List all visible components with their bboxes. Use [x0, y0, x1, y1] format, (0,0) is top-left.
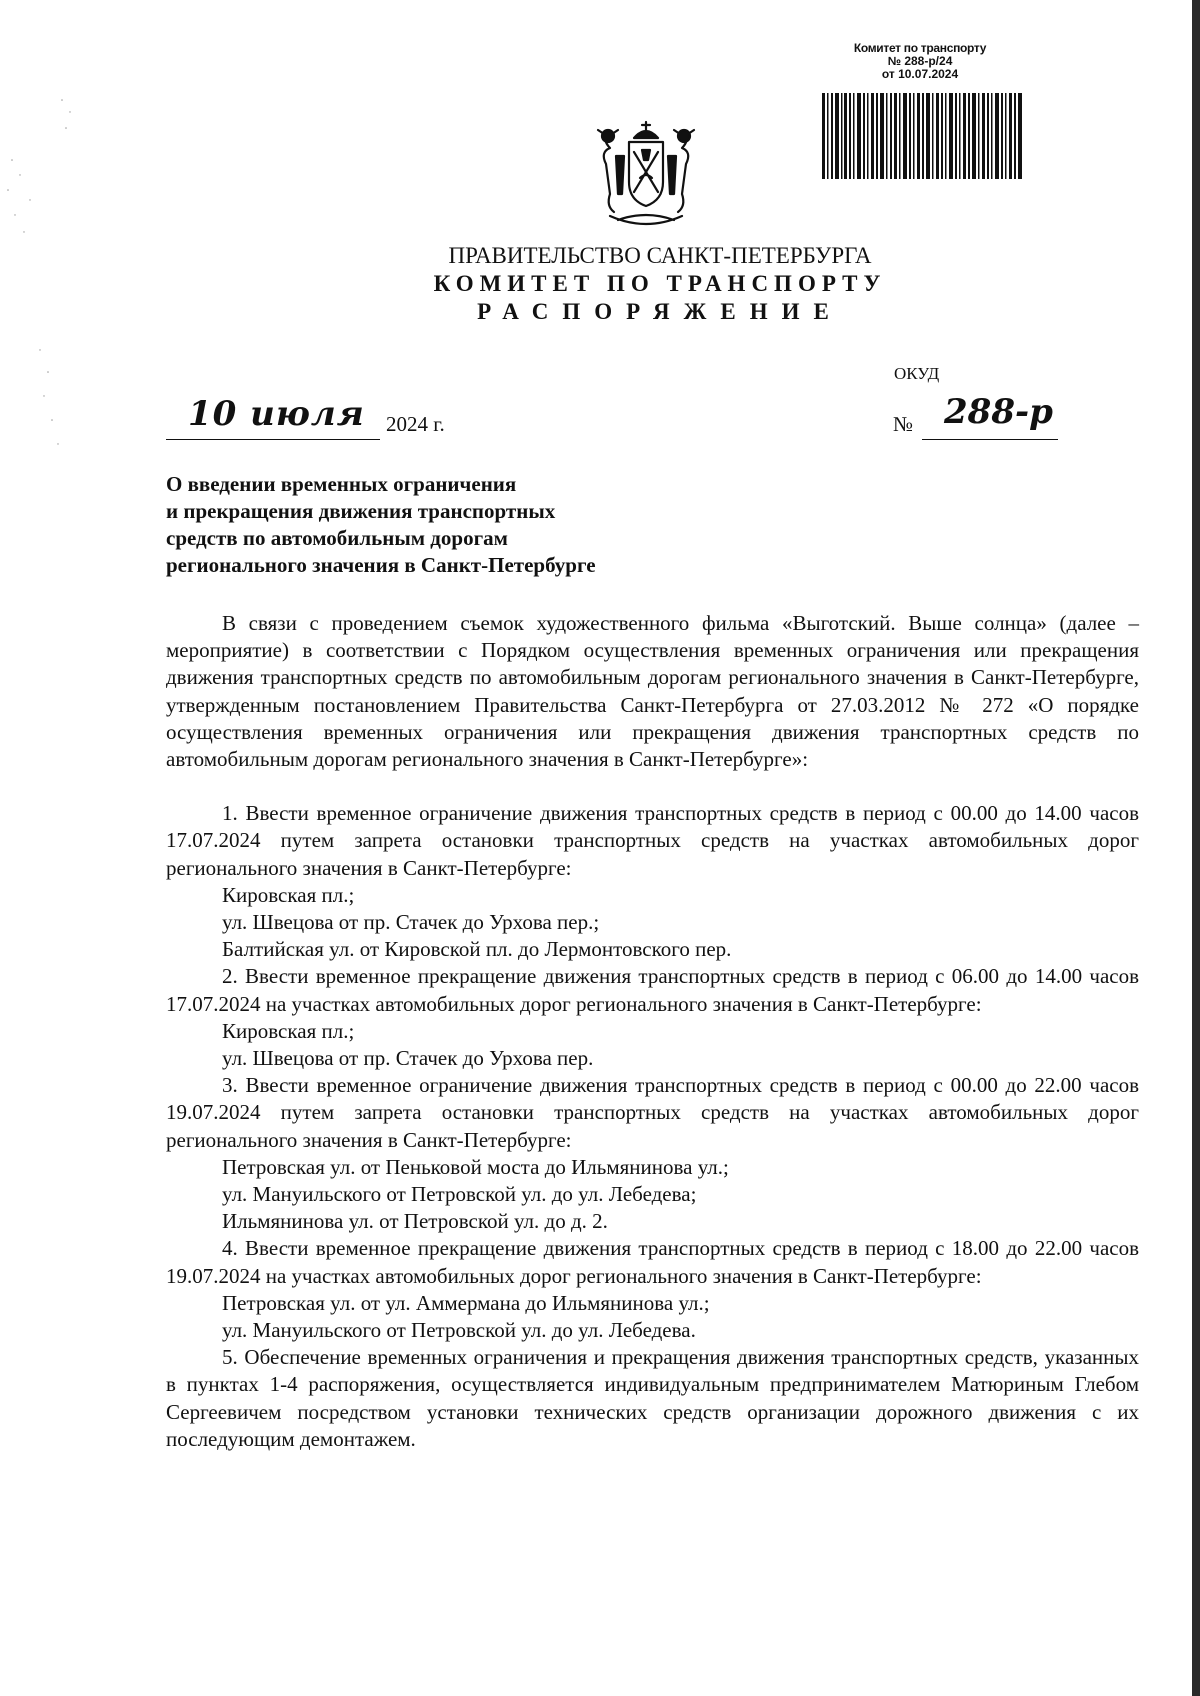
subject-line: средств по автомобильным дорогам	[166, 526, 508, 550]
road-section: ул. Мануильского от Петровской ул. до ул. Лебедева;	[222, 1182, 697, 1207]
road-section: ул. Швецова от пр. Стачек до Урхова пер.	[222, 1046, 594, 1071]
subject-line: и прекращения движения транспортных	[166, 499, 556, 523]
government-title: ПРАВИТЕЛЬСТВО САНКТ-ПЕТЕРБУРГА	[448, 243, 872, 268]
coat-of-arms-emblem	[596, 120, 696, 232]
date-handwritten: 10 июля	[188, 394, 365, 434]
road-section: Кировская пл.;	[222, 1018, 355, 1043]
subject-line: О введении временных ограничения	[166, 472, 517, 496]
barcode	[820, 93, 1025, 179]
number-label: №	[893, 412, 914, 436]
item-paragraph: 2. Ввести временное прекращение движения транспортных средств в период с 06.00 до 14.00 часов 17.07.2024 на участках автомобильных дорог регионального значения в Санкт-Петербурге:	[166, 964, 1139, 1016]
road-section: Кировская пл.;	[222, 882, 355, 907]
okud-label: ОКУД	[894, 364, 940, 383]
road-section: Петровская ул. от ул. Аммермана до Ильмянинова ул.;	[222, 1290, 710, 1315]
document-subject	[166, 471, 726, 579]
scan-edge	[1192, 0, 1200, 1696]
number-handwritten: 288-р	[944, 392, 1053, 432]
road-section: Ильмянинова ул. от Петровской ул. до д. 2.	[222, 1209, 608, 1234]
registration-stamp	[820, 42, 1020, 81]
document-header	[300, 242, 1020, 326]
paragraph-gap	[166, 773, 1139, 800]
document-type: РАСПОРЯЖЕНИЕ	[477, 299, 843, 324]
scan-noise	[0, 0, 90, 480]
road-section: Балтийская ул. от Кировской пл. до Лермонтовского пер.	[222, 937, 732, 962]
subject-line: регионального значения в Санкт-Петербурге	[166, 553, 596, 577]
road-section: ул. Мануильского от Петровской ул. до ул. Лебедева.	[222, 1318, 696, 1343]
stamp-number: № 288-р/24	[887, 54, 953, 68]
item-paragraph: 4. Ввести временное прекращение движения транспортных средств в период с 18.00 до 22.00 часов 19.07.2024 на участках автомобильных дорог регионального значения в Санкт-Петербурге:	[166, 1236, 1139, 1288]
document-body	[166, 610, 1139, 1453]
item-paragraph: 5. Обеспечение временных ограничения и прекращения движения транспортных средств, указанных в пунктах 1-4 распоряжения, осуществляется индивидуальным предпринимателем Матюриным Глебом Сергеевичем посредством установки технических средств организации дорожного движения с их последующим демонтажем.	[166, 1345, 1139, 1451]
road-section: ул. Швецова от пр. Стачек до Урхова пер.;	[222, 910, 600, 935]
road-section: Петровская ул. от Пеньковой моста до Ильмянинова ул.;	[222, 1154, 729, 1179]
date-year: 2024 г.	[386, 412, 445, 436]
preamble-paragraph: В связи с проведением съемок художественного фильма «Выготский. Выше солнца» (далее – мероприятие) в соответствии с Порядком осуществления временных ограничения или прекращения движения транспортных средств по автомобильным дорогам регионального значения в Санкт-Петербурге, утвержденным постановлением Правительства Санкт-Петербурга от 27.03.2012 № 272 «О порядке осуществления временных ограничения или прекращения движения транспортных средств по автомобильным дорогам регионального значения в Санкт-Петербурге»:	[166, 611, 1139, 772]
stamp-date: от 10.07.2024	[881, 67, 959, 81]
stamp-org: Комитет по транспорту	[853, 41, 987, 55]
item-paragraph: 1. Ввести временное ограничение движения транспортных средств в период с 00.00 до 14.00 часов 17.07.2024 путем запрета остановки транспортных средств на участках автомобильных дорог регионального значения в Санкт-Петербурге:	[166, 801, 1139, 880]
committee-title: КОМИТЕТ ПО ТРАНСПОРТУ	[433, 271, 887, 296]
item-paragraph: 3. Ввести временное ограничение движения транспортных средств в период с 00.00 до 22.00 часов 19.07.2024 путем запрета остановки транспортных средств на участках автомобильных дорог регионального значения в Санкт-Петербурге:	[166, 1073, 1139, 1152]
